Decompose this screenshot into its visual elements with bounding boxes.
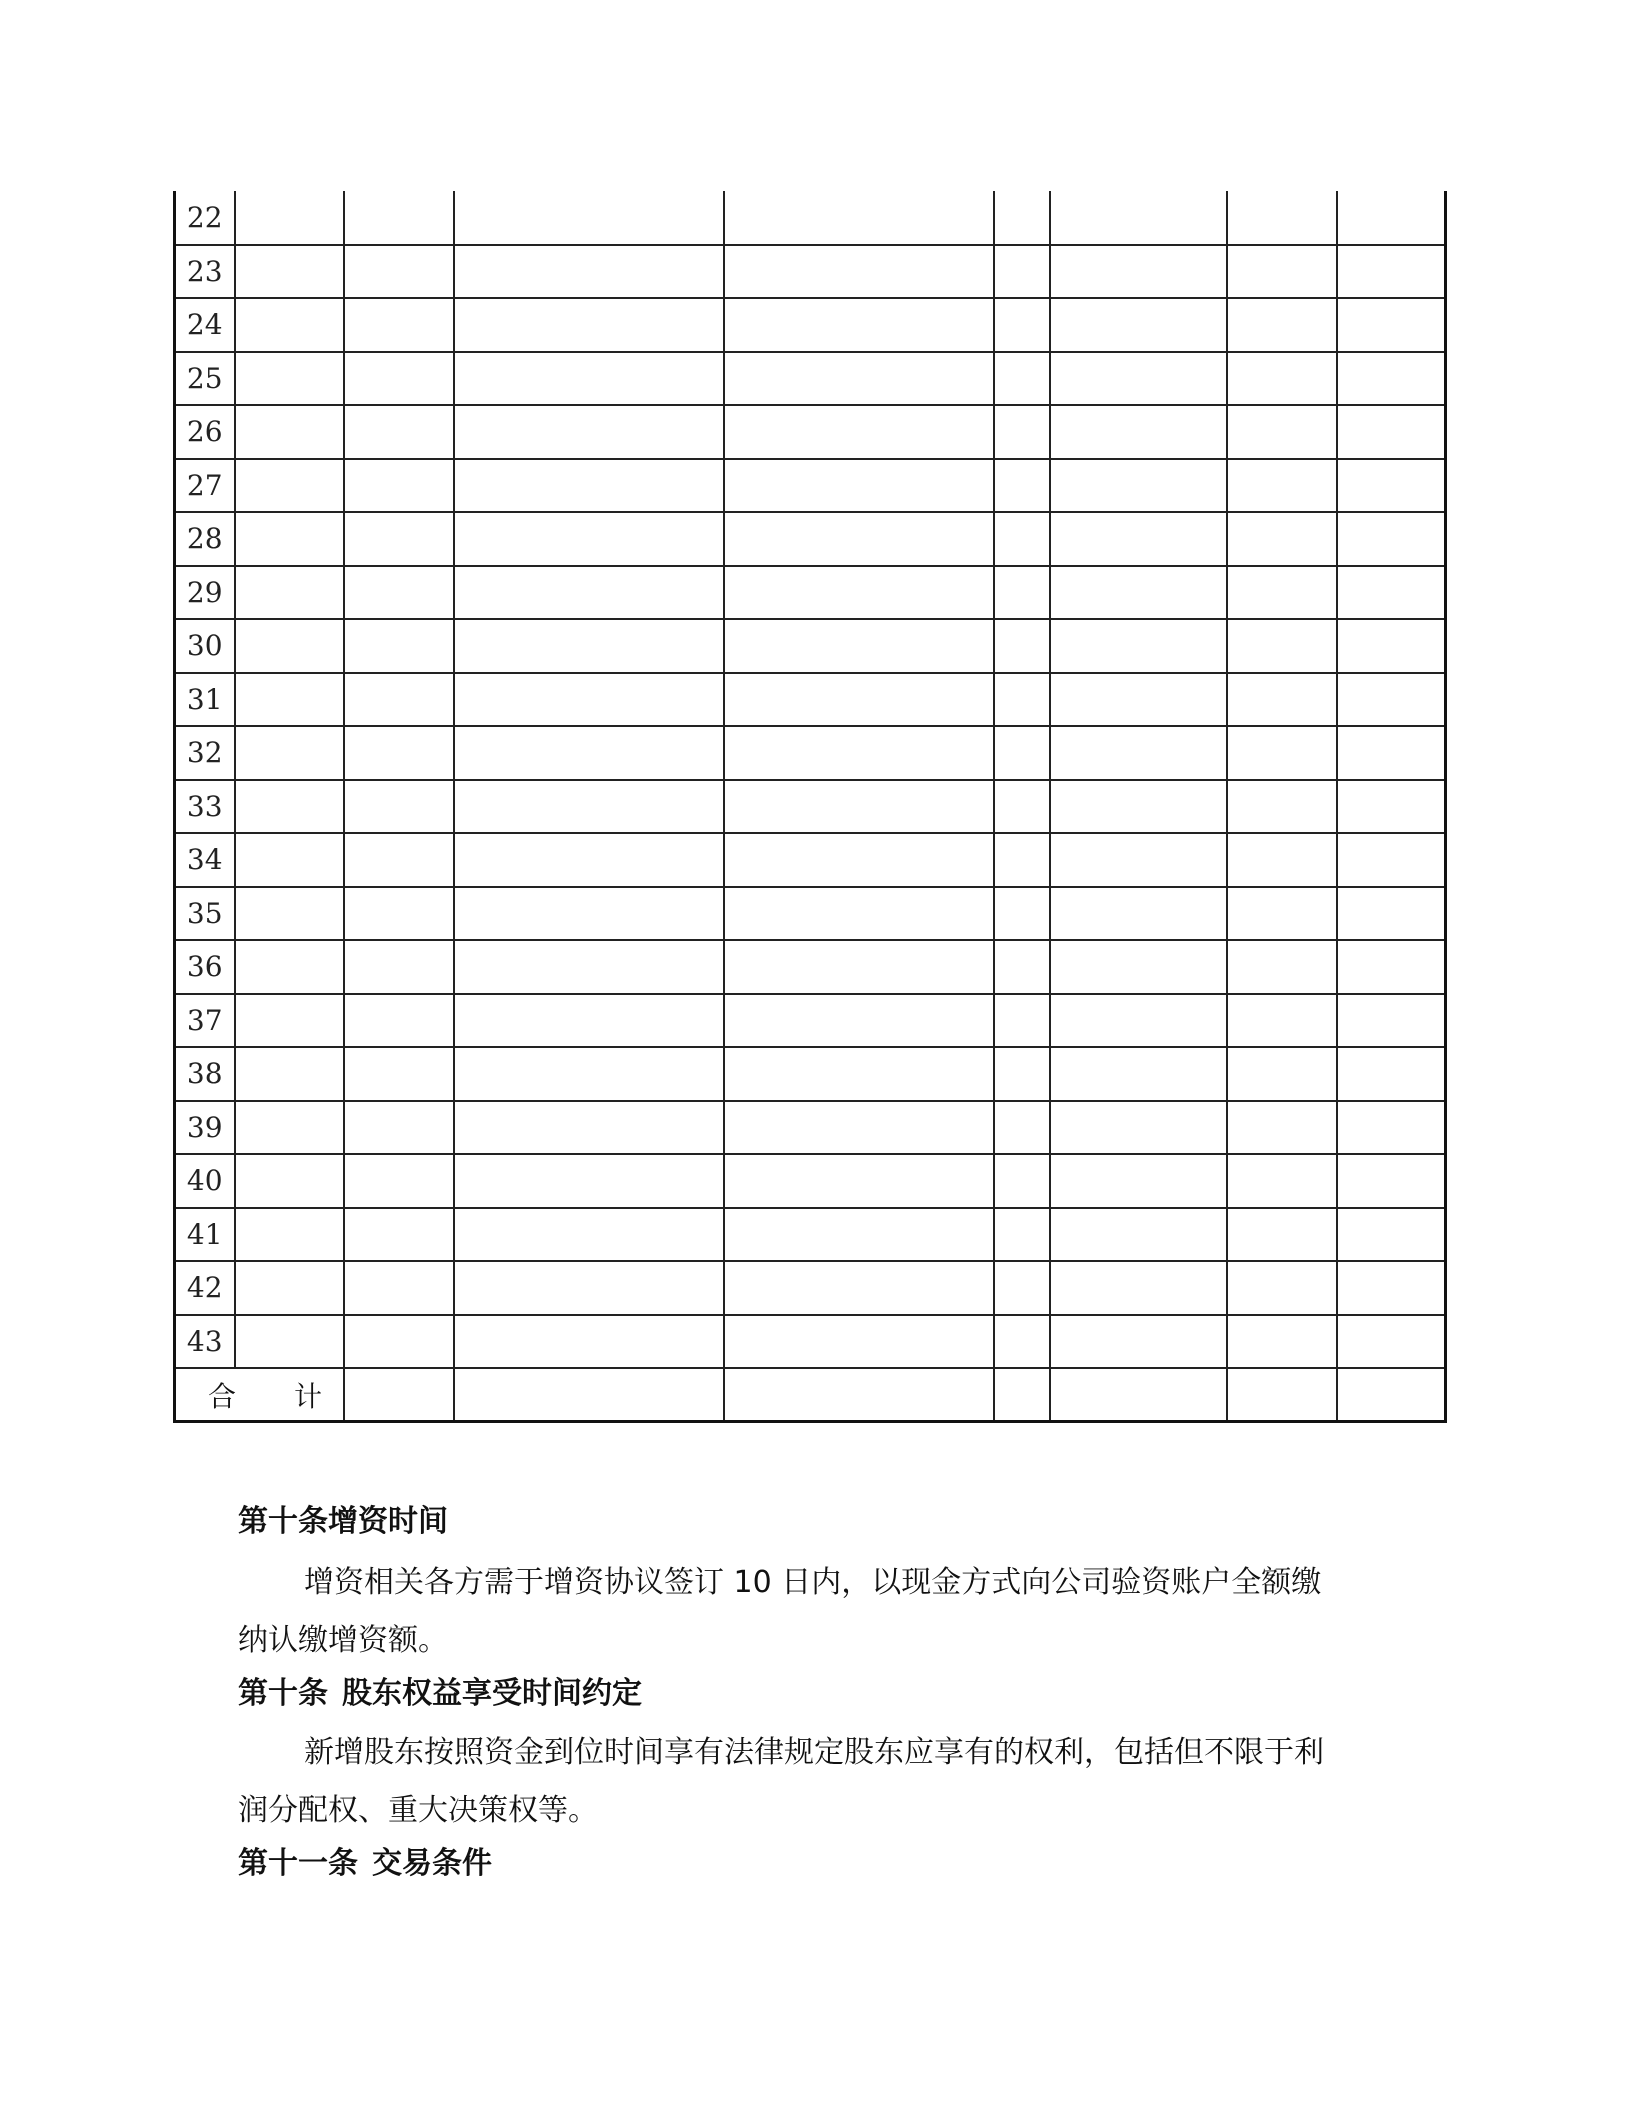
table-row — [175, 887, 1446, 941]
table-cell — [1337, 1261, 1446, 1315]
table-cell — [1227, 673, 1337, 727]
table-cell — [724, 887, 994, 941]
table-cell — [344, 1315, 454, 1369]
table-cell — [994, 405, 1050, 459]
table-cell — [1050, 1261, 1227, 1315]
table-cell — [724, 298, 994, 352]
table-cell — [235, 726, 344, 780]
total-label-char-2: 计 — [294, 1379, 323, 1413]
table-cell — [1337, 1208, 1446, 1262]
table-cell — [1227, 833, 1337, 887]
table-cell — [994, 887, 1050, 941]
section-10a-number: 第十条 — [238, 1504, 328, 1539]
table-cell — [1050, 940, 1227, 994]
section-10a-title: 增资时间 — [328, 1504, 448, 1539]
table-cell — [724, 566, 994, 620]
table-cell — [1337, 833, 1446, 887]
table-cell — [994, 673, 1050, 727]
table-cell — [235, 512, 344, 566]
table-cell — [1337, 512, 1446, 566]
table-cell — [1050, 512, 1227, 566]
table-row — [175, 1261, 1446, 1315]
table-cell — [1050, 566, 1227, 620]
table-cell — [724, 405, 994, 459]
table-cell — [1337, 405, 1446, 459]
table-cell — [235, 566, 344, 620]
table-cell — [724, 191, 994, 245]
table-cell — [235, 405, 344, 459]
row-number-cell: 37 — [175, 994, 235, 1048]
table-row — [175, 1154, 1446, 1208]
table-cell — [1227, 887, 1337, 941]
table-cell — [454, 619, 724, 673]
table-row — [175, 459, 1446, 513]
table-row — [175, 780, 1446, 834]
table-cell — [1050, 1208, 1227, 1262]
table-cell — [994, 245, 1050, 299]
table-cell — [1050, 726, 1227, 780]
table-cell — [344, 566, 454, 620]
table-cell — [235, 352, 344, 406]
row-number-cell: 42 — [175, 1261, 235, 1315]
table-cell — [344, 298, 454, 352]
section-11-title: 交易条件 — [372, 1846, 492, 1881]
row-number-cell: 27 — [175, 459, 235, 513]
table-cell — [1050, 833, 1227, 887]
table-cell — [235, 1315, 344, 1369]
table-cell — [724, 245, 994, 299]
table-cell — [454, 191, 724, 245]
table-cell — [235, 1047, 344, 1101]
table-cell — [235, 994, 344, 1048]
table-cell — [454, 1101, 724, 1155]
row-number-cell: 39 — [175, 1101, 235, 1155]
table-cell — [344, 940, 454, 994]
table-cell — [994, 1261, 1050, 1315]
table-cell — [994, 1047, 1050, 1101]
table-cell — [454, 512, 724, 566]
table-cell — [724, 619, 994, 673]
table-cell — [994, 994, 1050, 1048]
total-label-char-1: 合 — [208, 1379, 237, 1413]
total-cell — [1050, 1368, 1227, 1422]
table-cell — [724, 512, 994, 566]
table-cell — [1227, 940, 1337, 994]
table-cell — [1050, 245, 1227, 299]
table-cell — [235, 619, 344, 673]
table-cell — [1227, 405, 1337, 459]
table-row — [175, 1315, 1446, 1369]
table-cell — [724, 1315, 994, 1369]
table-cell — [1050, 191, 1227, 245]
table-cell — [724, 940, 994, 994]
capital-table — [173, 191, 1447, 1423]
table-cell — [1227, 780, 1337, 834]
table-row — [175, 352, 1446, 406]
section-10b-number: 第十条 — [238, 1676, 328, 1711]
table-cell — [235, 833, 344, 887]
table-cell — [235, 1261, 344, 1315]
table-cell — [1227, 512, 1337, 566]
table-cell — [454, 459, 724, 513]
table-cell — [454, 1047, 724, 1101]
table-cell — [454, 298, 724, 352]
table-cell — [235, 459, 344, 513]
table-cell — [724, 1101, 994, 1155]
table-cell — [344, 245, 454, 299]
row-number-cell: 28 — [175, 512, 235, 566]
table-cell — [1050, 1315, 1227, 1369]
table-cell — [344, 1047, 454, 1101]
table-cell — [1337, 245, 1446, 299]
table-cell — [454, 566, 724, 620]
table-row — [175, 298, 1446, 352]
table-row — [175, 833, 1446, 887]
total-row — [175, 1368, 1446, 1422]
table-cell — [344, 352, 454, 406]
table-cell — [344, 459, 454, 513]
row-number-cell: 34 — [175, 833, 235, 887]
table-cell — [235, 1208, 344, 1262]
table-row — [175, 512, 1446, 566]
table-cell — [1227, 1315, 1337, 1369]
table-cell — [994, 512, 1050, 566]
total-cell — [454, 1368, 724, 1422]
row-number-cell: 30 — [175, 619, 235, 673]
row-number-cell: 41 — [175, 1208, 235, 1262]
table-row — [175, 726, 1446, 780]
table-cell — [724, 1047, 994, 1101]
table-cell — [1050, 352, 1227, 406]
total-cell — [1337, 1368, 1446, 1422]
table-cell — [1050, 673, 1227, 727]
table-cell — [454, 405, 724, 459]
table-cell — [994, 780, 1050, 834]
table-cell — [994, 726, 1050, 780]
table-cell — [344, 1261, 454, 1315]
table-cell — [994, 566, 1050, 620]
table-cell — [1050, 298, 1227, 352]
table-cell — [454, 780, 724, 834]
table-cell — [1337, 352, 1446, 406]
row-number-cell: 23 — [175, 245, 235, 299]
table-cell — [344, 673, 454, 727]
table-cell — [454, 673, 724, 727]
table-row — [175, 191, 1446, 245]
table-cell — [724, 1261, 994, 1315]
row-number-cell: 43 — [175, 1315, 235, 1369]
row-number-cell: 25 — [175, 352, 235, 406]
table-cell — [1337, 566, 1446, 620]
table-cell — [994, 1208, 1050, 1262]
table-cell — [344, 191, 454, 245]
table-cell — [454, 887, 724, 941]
table-cell — [454, 833, 724, 887]
table-cell — [724, 1208, 994, 1262]
total-cell — [344, 1368, 454, 1422]
table-cell — [454, 1154, 724, 1208]
table-cell — [1337, 1047, 1446, 1101]
table-cell — [1337, 298, 1446, 352]
row-number-cell: 22 — [175, 191, 235, 245]
section-10b-title: 股东权益享受时间约定 — [342, 1676, 642, 1711]
row-number-cell: 29 — [175, 566, 235, 620]
table-row — [175, 405, 1446, 459]
row-number-cell: 33 — [175, 780, 235, 834]
table-cell — [994, 833, 1050, 887]
table-cell — [994, 940, 1050, 994]
table-cell — [1050, 994, 1227, 1048]
table-cell — [1050, 780, 1227, 834]
table-cell — [344, 1208, 454, 1262]
table-cell — [1337, 619, 1446, 673]
table-cell — [724, 726, 994, 780]
table-row — [175, 619, 1446, 673]
table-cell — [1337, 940, 1446, 994]
section-10b-heading — [238, 1668, 1398, 1712]
table-cell — [454, 994, 724, 1048]
section-11-heading — [238, 1838, 1398, 1882]
table-cell — [1337, 726, 1446, 780]
table-cell — [235, 1101, 344, 1155]
table-cell — [1227, 1208, 1337, 1262]
table-cell — [1227, 1154, 1337, 1208]
table-row — [175, 673, 1446, 727]
row-number-cell: 40 — [175, 1154, 235, 1208]
table-cell — [724, 352, 994, 406]
table-cell — [1227, 1101, 1337, 1155]
table-cell — [994, 191, 1050, 245]
row-number-cell: 36 — [175, 940, 235, 994]
table-cell — [235, 298, 344, 352]
table-cell — [724, 780, 994, 834]
table-cell — [724, 673, 994, 727]
paragraph-shareholder-rights: 新增股东按照资金到位时间享有法律规定股东应享有的权利，包括但不限于利润分配权、重大决策权等。 — [238, 1735, 1324, 1828]
table-cell — [1337, 459, 1446, 513]
total-label-cell — [175, 1368, 344, 1422]
table-row — [175, 1101, 1446, 1155]
row-number-cell: 26 — [175, 405, 235, 459]
table-cell — [994, 352, 1050, 406]
table-cell — [724, 459, 994, 513]
section-11-number: 第十一条 — [238, 1846, 358, 1881]
table-cell — [235, 887, 344, 941]
table-cell — [1050, 1047, 1227, 1101]
table-cell — [344, 619, 454, 673]
table-cell — [994, 1154, 1050, 1208]
table-cell — [1337, 1315, 1446, 1369]
table-cell — [454, 352, 724, 406]
table-cell — [235, 673, 344, 727]
row-number-cell: 38 — [175, 1047, 235, 1101]
table-cell — [1337, 780, 1446, 834]
table-cell — [1227, 619, 1337, 673]
table-cell — [1227, 245, 1337, 299]
table-cell — [454, 1315, 724, 1369]
table-cell — [1050, 887, 1227, 941]
table-cell — [1227, 352, 1337, 406]
table-cell — [1337, 1154, 1446, 1208]
section-10a-heading — [238, 1496, 1398, 1540]
table-cell — [344, 512, 454, 566]
table-cell — [994, 1101, 1050, 1155]
table-cell — [454, 940, 724, 994]
total-cell — [994, 1368, 1050, 1422]
table-cell — [1337, 994, 1446, 1048]
row-number-cell: 35 — [175, 887, 235, 941]
row-number-cell: 24 — [175, 298, 235, 352]
table-cell — [724, 833, 994, 887]
table-cell — [1227, 1261, 1337, 1315]
table-cell — [1050, 1154, 1227, 1208]
table-cell — [994, 1315, 1050, 1369]
table-row — [175, 940, 1446, 994]
table-row — [175, 1047, 1446, 1101]
table-cell — [1227, 726, 1337, 780]
table-cell — [454, 1261, 724, 1315]
total-cell — [724, 1368, 994, 1422]
table-cell — [1050, 619, 1227, 673]
table-row — [175, 1208, 1446, 1262]
table-cell — [344, 887, 454, 941]
table-cell — [344, 405, 454, 459]
table-cell — [1337, 1101, 1446, 1155]
table-cell — [724, 1154, 994, 1208]
table-cell — [344, 780, 454, 834]
table-cell — [994, 298, 1050, 352]
total-cell — [1227, 1368, 1337, 1422]
table-cell — [344, 726, 454, 780]
table-cell — [994, 459, 1050, 513]
table-cell — [1337, 887, 1446, 941]
table-cell — [1337, 191, 1446, 245]
table-cell — [1227, 994, 1337, 1048]
table-cell — [235, 780, 344, 834]
table-cell — [1050, 405, 1227, 459]
table-cell — [1337, 673, 1446, 727]
table-cell — [1050, 1101, 1227, 1155]
table-cell — [454, 245, 724, 299]
table-cell — [1227, 459, 1337, 513]
table-cell — [235, 940, 344, 994]
paragraph-capital-timing: 增资相关各方需于增资协议签订 10 日内，以现金方式向公司验资账户全额缴纳认缴增资额。 — [238, 1565, 1322, 1658]
table-cell — [1227, 298, 1337, 352]
table-cell — [344, 833, 454, 887]
table-row — [175, 994, 1446, 1048]
table-cell — [235, 191, 344, 245]
table-cell — [1227, 1047, 1337, 1101]
table-cell — [454, 726, 724, 780]
table-cell — [235, 1154, 344, 1208]
table-cell — [1227, 566, 1337, 620]
table-cell — [1227, 191, 1337, 245]
row-number-cell: 32 — [175, 726, 235, 780]
table-cell — [344, 994, 454, 1048]
table-cell — [1050, 459, 1227, 513]
row-number-cell: 31 — [175, 673, 235, 727]
table-cell — [724, 994, 994, 1048]
table-row — [175, 566, 1446, 620]
table-row — [175, 245, 1446, 299]
table-cell — [454, 1208, 724, 1262]
table-cell — [994, 619, 1050, 673]
shareholder-table-continuation — [173, 191, 1447, 1423]
table-cell — [344, 1154, 454, 1208]
table-cell — [344, 1101, 454, 1155]
table-cell — [235, 245, 344, 299]
